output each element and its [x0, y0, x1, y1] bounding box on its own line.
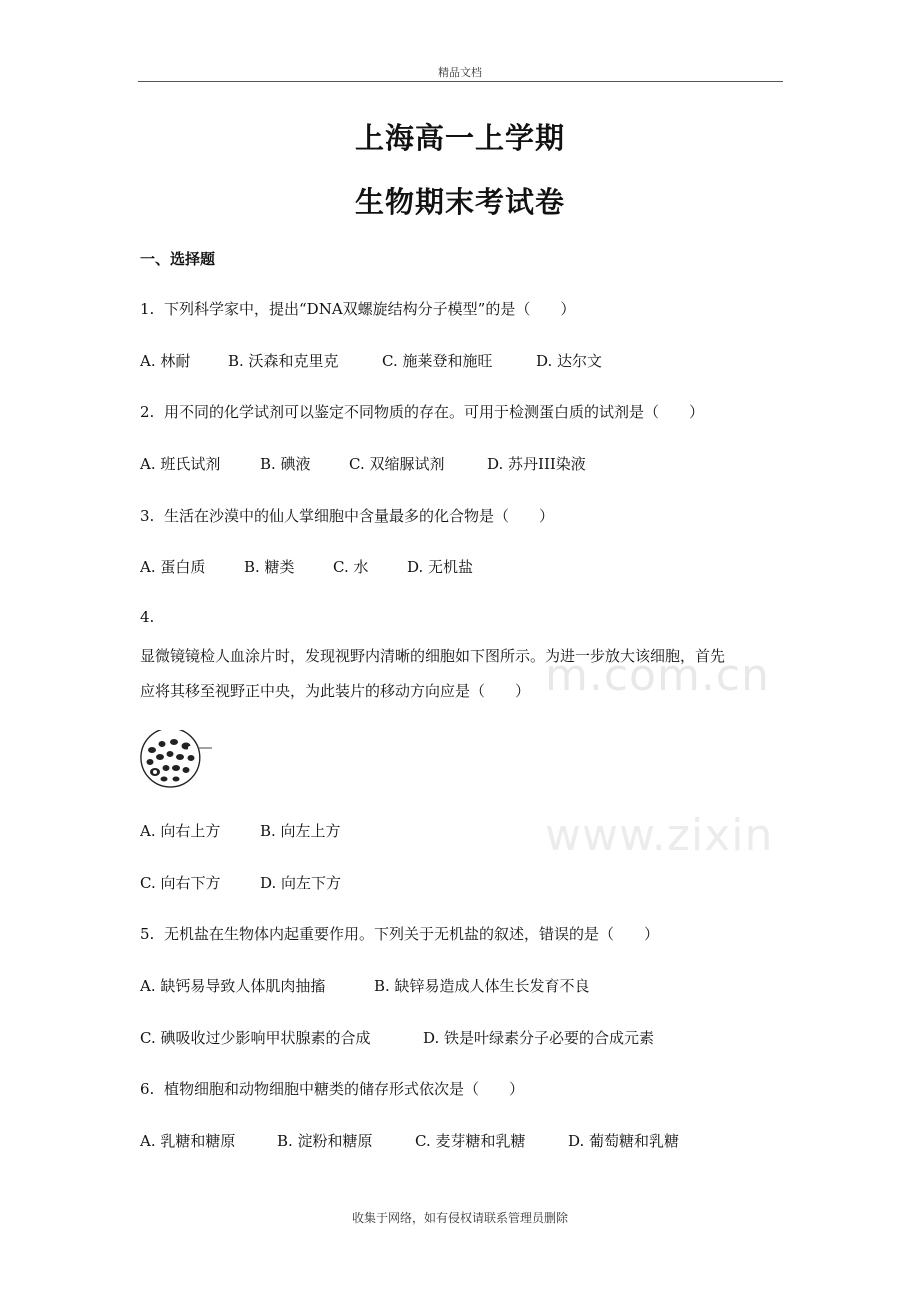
- option: D. 向左下方: [260, 874, 342, 892]
- option: D. 无机盐: [407, 558, 474, 576]
- option: A. 向右上方: [140, 822, 221, 840]
- question-4-number: 4.: [140, 608, 155, 626]
- option: B. 缺锌易造成人体生长发育不良: [374, 977, 590, 995]
- question-5-stem: [140, 923, 659, 944]
- page-header: 精品文档: [438, 66, 482, 79]
- question-3-options: [140, 556, 473, 577]
- question-number: 6.: [140, 1080, 155, 1098]
- doc-title-line2: 生物期末考试卷: [354, 185, 565, 219]
- question-number: 5.: [140, 925, 155, 943]
- question-4-stem-line1: 显微镜镜检人血涂片时，发现视野内清晰的细胞如下图所示。为进一步放大该细胞，首先: [140, 647, 726, 665]
- option: C. 双缩脲试剂: [349, 455, 445, 473]
- question-4-options-row2: [140, 872, 341, 893]
- option: C. 碘吸收过少影响甲状腺素的合成: [140, 1029, 371, 1047]
- question-number: 2.: [140, 403, 155, 421]
- question-2-options: [140, 453, 586, 474]
- question-text: 生活在沙漠中的仙人掌细胞中含量最多的化合物是（ ）: [164, 507, 555, 525]
- option: D. 葡萄糖和乳糖: [568, 1132, 680, 1150]
- microscope-field-figure: [140, 730, 215, 790]
- option: B. 淀粉和糖原: [277, 1132, 373, 1150]
- option: B. 沃森和克里克: [228, 352, 339, 370]
- question-text: 用不同的化学试剂可以鉴定不同物质的存在。可用于检测蛋白质的试剂是（ ）: [164, 403, 705, 421]
- question-1-options: [140, 350, 602, 371]
- option: C. 向右下方: [140, 874, 221, 892]
- section-heading: 一、选择题: [140, 250, 216, 268]
- question-3-stem: [140, 505, 554, 526]
- option: A. 乳糖和糖原: [140, 1132, 236, 1150]
- question-4-options-row1: [140, 820, 341, 841]
- question-number: 1.: [140, 300, 155, 318]
- question-text: 无机盐在生物体内起重要作用。下列关于无机盐的叙述，错误的是（ ）: [164, 925, 660, 943]
- option: B. 糖类: [244, 558, 295, 576]
- blood-cells: [147, 739, 195, 782]
- watermark-text: www.zixin: [545, 810, 774, 861]
- question-number: 3.: [140, 507, 155, 525]
- question-6-stem: [140, 1078, 524, 1099]
- page-footer: 收集于网络，如有侵权请联系管理员删除: [351, 1211, 568, 1225]
- option: A. 林耐: [140, 352, 191, 370]
- option: A. 缺钙易导致人体肌肉抽搐: [140, 977, 326, 995]
- option: A. 蛋白质: [140, 558, 206, 576]
- option: B. 碘液: [260, 455, 311, 473]
- question-text: 植物细胞和动物细胞中糖类的储存形式依次是（ ）: [164, 1080, 525, 1098]
- option: C. 施莱登和施旺: [382, 352, 493, 370]
- question-text: 下列科学家中，提出“DNA双螺旋结构分子模型”的是（ ）: [164, 300, 576, 318]
- option: D. 达尔文: [536, 352, 603, 370]
- option: D. 铁是叶绿素分子必要的合成元素: [423, 1029, 655, 1047]
- question-4-stem-line2: 应将其移至视野正中央，为此装片的移动方向应是（ ）: [140, 682, 531, 700]
- header-divider: [138, 81, 783, 82]
- question-6-options: [140, 1130, 679, 1151]
- question-2-stem: [140, 401, 704, 422]
- doc-title-line1: 上海高一上学期: [354, 121, 565, 155]
- watermark-text: m.com.cn: [545, 650, 770, 701]
- option: D. 苏丹III染液: [487, 455, 586, 473]
- option: A. 班氏试剂: [140, 455, 221, 473]
- question-5-options-row1: [140, 975, 590, 996]
- question-5-options-row2: [140, 1027, 654, 1048]
- option: C. 水: [333, 558, 369, 576]
- option: B. 向左上方: [260, 822, 341, 840]
- option: C. 麦芽糖和乳糖: [415, 1132, 526, 1150]
- question-1-stem: [140, 298, 575, 319]
